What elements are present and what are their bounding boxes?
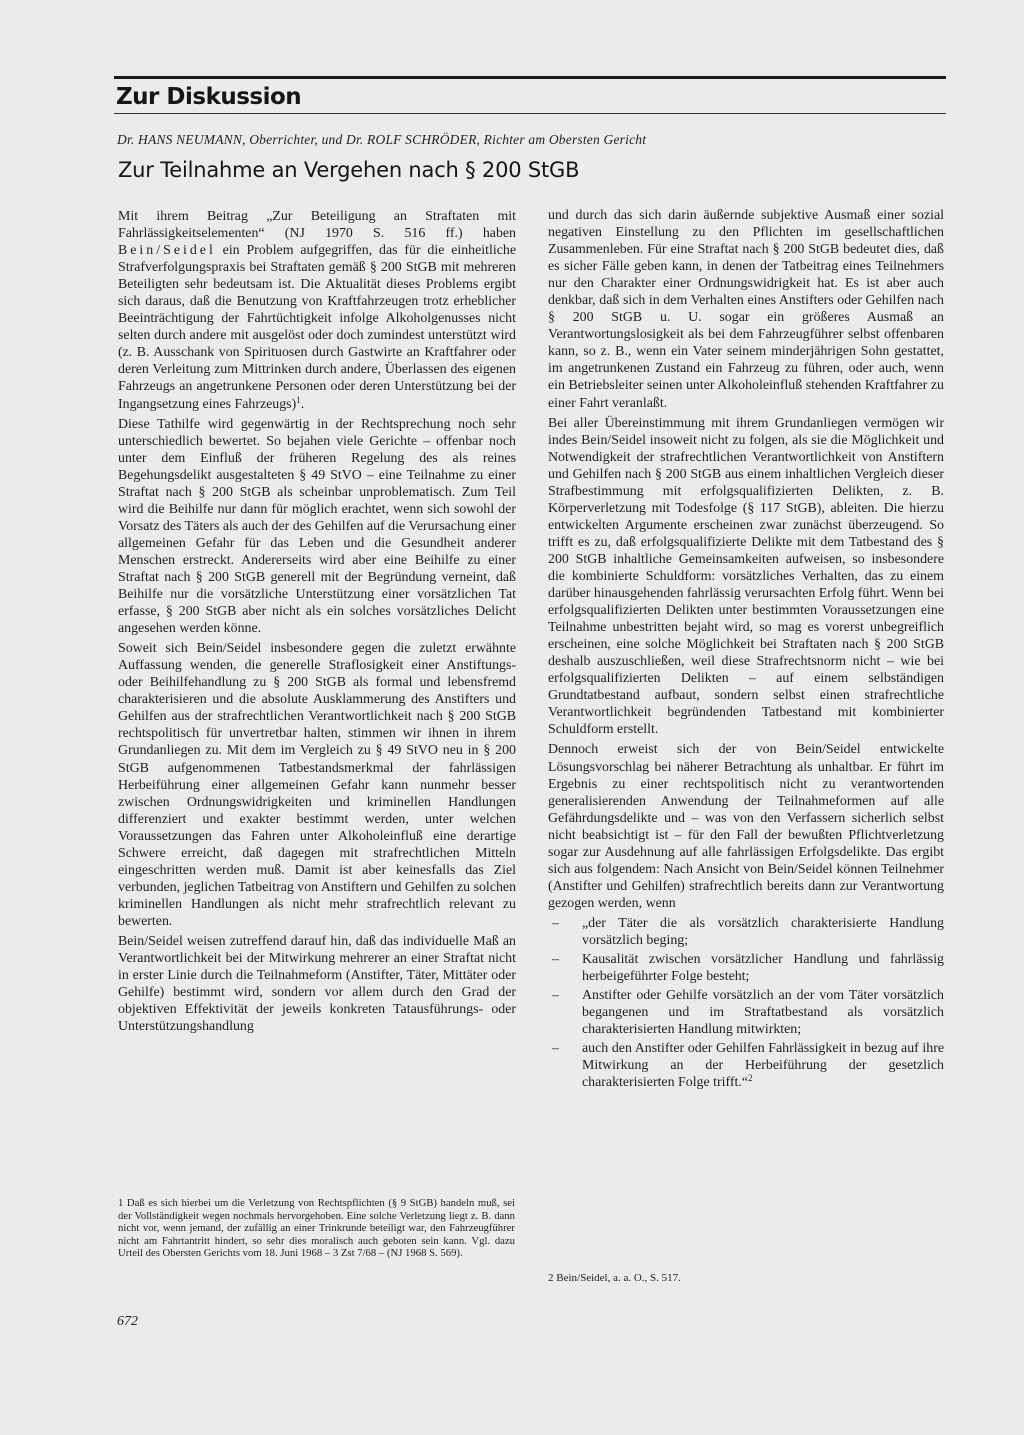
paragraph-text: Mit ihrem Beitrag „Zur Beteiligung an Straftaten mit Fahrlässigkeitselementen“ (NJ 1970 S. 516 ff.) haben (118, 209, 516, 242)
footnote-1: 1 Daß es sich hierbei um die Verletzung von Rechtspflichten (§ 9 StGB) handeln muß, sei der Vollständigkeit wegen nochmals hervorgehoben. Eine solche Verletzung liegt z. B. dann nicht vor, wenn jemand, der zufällig an einer Trinkrunde beteiligt war, den Fahrzeugführer nicht am Fahrtantritt hindert, so sehr dies moralisch auch geboten sein kann. Vgl. dazu Urteil des Obersten Gerichts vom 18. Juni 1968 – 3 Zst 7/68 – (NJ 1968 S. 569). (118, 1197, 515, 1260)
footnote-ref: 1 (296, 394, 301, 405)
paragraph: Soweit sich Bein/Seidel insbesondere gegen die zuletzt erwähnte Auffassung wenden, die generelle Straflosigkeit einer Anstiftungs- oder Beihilfehandlung zu § 200 StGB als formal und lebensfremd charakterisieren und die absolute Ausklammerung des Anstifters und Gehilfen aus der strafrechtlichen Verantwortlichkeit nach § 200 StGB rechtspolitisch für unvertretbar halten, stimmen wir ihnen in ihrem Grundanliegen zu. Mit dem im Vergleich zu § 49 StVO neu in § 200 StGB aufgenommenen Tatbestandsmerkmal der fahrlässigen Herbeiführung einer allgemeinen Gefahr kann nunmehr besser zwischen Ordnungswidrigkeiten und kriminellen Handlungen differenziert und exakter bestimmt werden, unter welchen Voraussetzungen das Fahren unter Alkoholeinfluß eine derartige Schwere erreicht, daß dagegen mit strafrechtlichen Mitteln eingeschritten werden muß. Damit ist aber keinesfalls das Ziel verbunden, jeglichen Tatbeitrag von Anstiftern und Gehilfen zu solchen kriminellen Handlungen als nicht mehr strafrechtlich relevant zu bewerten. (118, 641, 517, 929)
article-title: Zur Teilnahme an Vergehen nach § 200 StGB (118, 158, 580, 182)
author-names: Bein/Seidel (118, 243, 216, 259)
paragraph: Diese Tathilfe wird gegenwärtig in der Rechtsprechung noch sehr unterschiedlich bewertet. So bejahen viele Gerichte – offenbar noch unter dem Einfluß der früheren Regelung des als reines Begehungsdelikt ausgestalteten § 49 StVO – eine Teilnahme zu einer Straftat nach § 200 StGB als scheinbar unproblematisch. Zum Teil wird die Beihilfe nur dann für möglich erachtet, wenn sich sowohl der Vorsatz des Täters als auch der des Gehilfen auf die Verursachung einer allgemeinen Gefahr für das Leben und die Gesundheit anderer Menschen erstreckt. Andererseits wird aber eine Beihilfe zu einer Straftat nach § 200 StGB generell mit der Begründung verneint, daß Beihilfe nur die vorsätzliche Unterstützung einer vorsätzlichen Tat erfasse, § 200 StGB aber nicht als ein solches vorsätzliches Delicht angesehen werden könne. (118, 416, 516, 637)
dash-bullet: – (552, 988, 559, 1004)
author-line: Dr. HANS NEUMANN, Oberrichter, und Dr. ROLF SCHRÖDER, Richter am Obersten Gericht (117, 132, 647, 147)
paragraph-text: ein Problem aufgegriffen, das für die einheitliche Strafverfolgungspraxis bei Straftaten gemäß § 200 StGB mit mehreren Beteiligten sehr bedeutsam ist. Die Aktualität dieses Problems ergibt sich daraus, daß die Benutzung von Kraftfahrzeugen trotz erheblicher Beeinträchtigung der Fahrtüchtigkeit infolge Alkoholgenusses nicht selten durch andere mit ausgelöst oder doch zumindest unterstützt wird (z. B. Ausschank von Spirituosen durch Gastwirte an Kraftfahrer oder deren Verleitung zum Mittrinken durch andere, Überlassen des eigenen Fahrzeugs an angetrunkene Personen oder deren Unterstützung bei der Ingangsetzung eines Fahrzeugs) (118, 243, 516, 412)
list-item (548, 915, 944, 949)
list-item-text: Kausalität zwischen vorsätzlicher Handlung und fahrlässig herbeigeführter Folge besteht; (582, 952, 944, 985)
footnote-2: 2 Bein/Seidel, a. a. O., S. 517. (548, 1272, 681, 1284)
paragraph: Dennoch erweist sich der von Bein/Seidel entwickelte Lösungsvorschlag bei näherer Betrachtung als unhaltbar. Er führt im Ergebnis zu einer rechtspolitisch nicht zu verantwortenden generalisierenden Anwendung der Teilnahmeformen auf alle Gefährdungsdelikte und – was von den Verfassern sicherlich selbst nicht beabsichtigt ist – für den Fall der bewußten Pflichtverletzung sogar zur Ausdehnung auf alle fahrlässigen Erfolgsdelikte. Das ergibt sich aus folgendem: Nach Ansicht von Bein/Seidel können Teilnehmer (Anstifter und Gehilfen) strafrechtlich bereits dann zur Verantwortung gezogen werden, wenn (548, 742, 944, 911)
list-item (548, 951, 944, 985)
paragraph (118, 208, 516, 413)
list-item-text: „der Täter die als vorsätzlich charakterisierte Handlung vorsätzlich beging; (582, 915, 944, 948)
page-number: 672 (117, 1314, 138, 1329)
section-title: Zur Diskussion (116, 84, 302, 110)
paragraph: Bein/Seidel weisen zutreffend darauf hin, daß das individuelle Maß an Verantwortlichkeit bei der Mitwirkung mehrerer an einer Straftat nicht in erster Linie durch die Teilnahmeform (Anstifter, Täter, Mittäter oder Gehilfe) bestimmt wird, sondern vor allem durch den Grad der objektiven Effektivität der jeweils konkreten Tatausführungs- oder Unterstützungshandlung (118, 933, 516, 1035)
condition-list (548, 915, 944, 1091)
paragraph: und durch das sich darin äußernde subjektive Ausmaß einer sozial negativen Einstellung zu den Pflichten im gesellschaftlichen Zusammenleben. Für eine Straftat nach § 200 StGB bedeutet dies, daß es sicher Fälle geben kann, in denen der Tatbeitrag eines Teilnehmers nur den Charakter einer Ordnungswidrigkeit hat. Es ist aber auch denkbar, daß sich in dem Verhalten eines Anstifters oder Gehilfen nach § 200 StGB u. U. sogar ein größeres Ausmaß an Verantwortungslosigkeit als bei dem Fahrzeugführer selbst offenbaren kann, so z. B., wenn ein Vater seinem minderjährigen Sohn gestattet, im angetrunkenen Zustand ein Fahrzeug zu führen, oder auch, wenn ein Betriebsleiter seinen unter Alkoholeinfluß stehenden Kraftfahrer zu einer Fahrt veranlaßt. (548, 208, 944, 411)
top-rule (114, 76, 946, 79)
list-item (548, 987, 944, 1038)
list-item-text: auch den Anstifter oder Gehilfen Fahrlässigkeit in bezug auf ihre Mitwirkung an der Herbeiführung der gesetzlich charakterisierten Folge trifft.“ (582, 1041, 944, 1091)
list-item (548, 1040, 944, 1091)
dash-bullet: – (552, 1041, 559, 1057)
paragraph-text: . (300, 396, 305, 412)
dash-bullet: – (552, 915, 559, 931)
paragraph: Bei aller Übereinstimmung mit ihrem Grundanliegen vermögen wir indes Bein/Seidel insoweit nicht zu folgen, als sie die Möglichkeit und Notwendigkeit der strafrechtlichen Verantwortlichkeit von Anstiftern und Gehilfen nach § 200 StGB aus einem inhaltlichen Vergleich dieser Strafbestimmung mit erfolgsqualifizierten Delikten, z. B. Körperverletzung mit Todesfolge (§ 117 StGB), ableiten. Die hierzu entwickelten Argumente erscheinen zwar zunächst überzeugend. So trifft es zu, daß erfolgsqualifizierte Delikte mit dem Tatbestand des § 200 StGB inhaltliche Gemeinsamkeiten aufweisen, so insbesondere die kombinierte Schuldform: vorsätzliches Verhalten, das zu einem darüber hinausgehenden fahrlässig verursachten Erfolg führt. Wenn bei erfolgsqualifizierten Delikten unter bestimmten Voraussetzungen eine Teilnahme unbestritten bejaht wird, so mag es vorerst unbegreiflich erscheinen, eine solche Möglichkeit bei Straftaten nach § 200 StGB deshalb auszuschließen, weil diese Strafrechtsnorm nicht – wie bei erfolgsqualifizierten Delikten – auf einem selbständigen Grundtatbestand aufbaut, sondern selbst einen strafrechtliche Verantwortlichkeit begründenden Tatbestand mit kombinierter Schuldform erstellt. (548, 415, 944, 738)
section-divider (114, 113, 946, 114)
list-item-text: Anstifter oder Gehilfe vorsätzlich an der vom Täter vorsätzlich begangenen und im Straftatbestand als vorsätzlich charakterisierten Handlung mitwirkten; (582, 988, 944, 1038)
right-column (548, 207, 944, 1093)
footnote-ref: 2 (747, 1073, 753, 1084)
left-column (118, 208, 516, 1038)
dash-bullet: – (552, 952, 559, 968)
